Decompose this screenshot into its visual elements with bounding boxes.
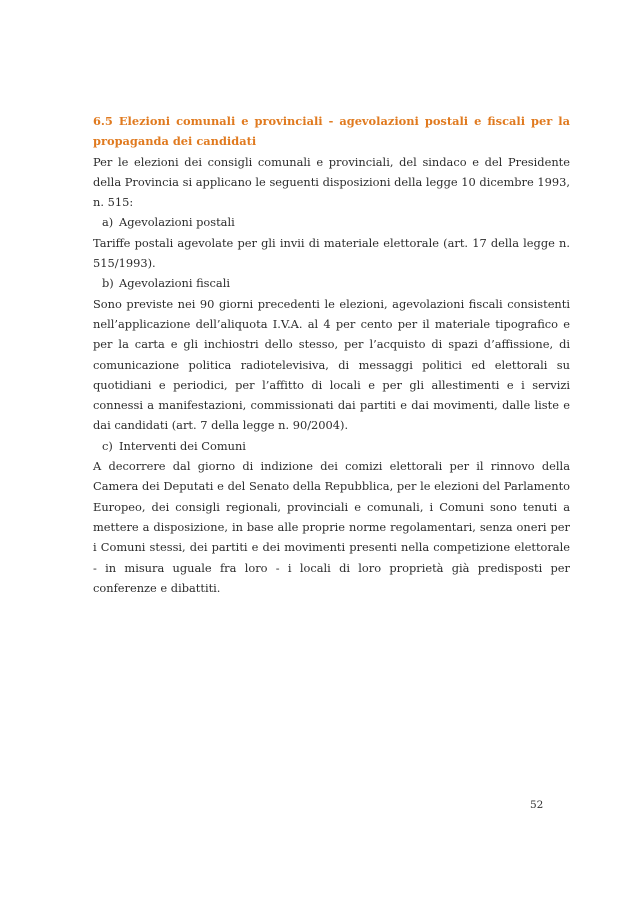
municipal-paragraph: A decorrere dal giorno di indizione dei comizi elettorali per il rinnovo della Camera dei Deputati e del Senato della Repubblica, per le elezioni del Parlamento Europeo, dei consigli regionali, provinciali e comunali, i Comuni sono tenuti a mettere a disposizione, in base alle proprie norme regolamentari, senza oneri per i Comuni stessi, dei partiti e dei movimenti presenti nella competizione elettorale - in misura uguale fra loro - i locali di loro proprietà già predisposti per conferenze e dibattiti. [93, 459, 570, 595]
intro-paragraph: Per le elezioni dei consigli comunali e provinciali, del sindaco e del Presidente della Provincia si applicano le seguenti disposizioni della legge 10 dicembre 1993, n. 515: [93, 154, 570, 210]
section-heading: 6.5 Elezioni comunali e provinciali - agevolazioni postali e fiscali per la propaganda dei candidati [93, 114, 570, 149]
list-item-fiscal [93, 273, 570, 293]
list-item-label: Interventi dei Comuni [119, 438, 246, 453]
page-body [93, 111, 570, 598]
list-item-postal [93, 212, 570, 232]
list-item-label: Agevolazioni postali [119, 215, 235, 230]
list-marker: b) [102, 276, 114, 291]
list-item-municipal [93, 436, 570, 456]
fiscal-paragraph: Sono previste nei 90 giorni precedenti le elezioni, agevolazioni fiscali consistenti nell’applicazione dell’aliquota I.V.A. al 4 per cento per il materiale tipografico e per la carta e gli inchiostri dello stesso, per l’acquisto di spazi d’affissione, di comunicazione politica radiotelevisiva, di messaggi politici ed elettorali su quotidiani e periodici, per l’affitto di locali e per gli allestimenti e i servizi connessi a manifestazioni, commissionati dai partiti e dai movimenti, dalle liste e dai candidati (art. 7 della legge n. 90/2004). [93, 296, 570, 433]
list-marker: c) [102, 438, 113, 453]
page-number: 52 [530, 799, 544, 811]
list-marker: a) [102, 215, 114, 230]
postal-paragraph: Tariffe postali agevolate per gli invii di materiale elettorale (art. 17 della legge n. 515/1993). [93, 235, 570, 271]
list-item-label: Agevolazioni fiscali [119, 276, 230, 291]
